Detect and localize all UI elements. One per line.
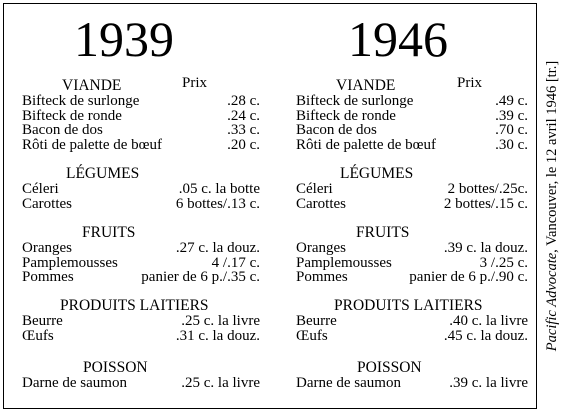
section-heading: FRUITS (82, 224, 136, 241)
section-heading: VIANDE (336, 77, 396, 94)
section-produits-laitiers (296, 298, 528, 343)
section-poisson (22, 360, 260, 391)
price-row (22, 270, 260, 285)
year-heading: 1946 (348, 11, 448, 67)
price-row (22, 241, 260, 256)
source-publication: Pacific Advocate (544, 252, 560, 352)
item-name: Pommes (296, 269, 348, 285)
price-row (296, 329, 528, 344)
item-price: 2 bottes/.25c. (447, 181, 528, 197)
item-name: Bifteck de surlonge (22, 93, 140, 109)
section-heading: POISSON (357, 359, 422, 376)
item-price: .49 c. (495, 93, 528, 109)
section-fruits (296, 225, 528, 285)
item-name: Œufs (296, 327, 328, 344)
section-heading: LÉGUMES (340, 165, 414, 182)
item-price: 2 bottes/.15 c. (443, 195, 528, 212)
section-poisson (296, 360, 528, 391)
price-row (22, 197, 260, 212)
prix-label: Prix (457, 75, 483, 91)
price-row (296, 241, 528, 256)
price-row (22, 256, 260, 271)
item-name: Oranges (22, 240, 72, 256)
item-name: Pommes (22, 269, 74, 285)
section-l-gumes (296, 166, 528, 211)
price-row (296, 256, 528, 271)
source-caption-text (544, 61, 560, 351)
section-viande (22, 78, 260, 152)
price-row (22, 329, 260, 344)
item-price: .20 c. (227, 136, 260, 153)
price-row (22, 109, 260, 124)
item-name: Bacon de dos (22, 122, 103, 138)
item-price: .39 c. (495, 107, 528, 124)
item-name: Beurre (296, 313, 337, 329)
price-row (296, 270, 528, 285)
prix-label: Prix (182, 75, 208, 91)
item-price: .27 c. la douz. (175, 240, 260, 256)
item-price: .39 c. la douz. (443, 240, 528, 256)
item-name: Œufs (22, 327, 54, 344)
price-row (296, 109, 528, 124)
item-name: Pamplemousses (22, 254, 118, 271)
section-heading: PRODUITS LAITIERS (334, 297, 483, 314)
item-price: panier de 6 p./.90 c. (409, 269, 528, 285)
price-row (296, 123, 528, 138)
item-name: Rôti de palette de bœuf (22, 136, 162, 153)
year-heading: 1939 (74, 11, 174, 67)
item-price: .40 c. la livre (449, 313, 528, 329)
price-row (22, 376, 260, 391)
price-row (296, 94, 528, 109)
item-price: .45 c. la douz. (443, 327, 528, 344)
item-name: Bifteck de surlonge (296, 93, 414, 109)
item-price: panier de 6 p./.35 c. (141, 269, 260, 285)
price-row (22, 138, 260, 153)
section-l-gumes (22, 166, 260, 211)
source-details: , Vancouver, le 12 avril 1946 [tr.] (544, 60, 560, 253)
item-price: .25 c. la livre (181, 313, 260, 329)
item-price: .30 c. (495, 136, 528, 153)
item-price: 6 bottes/.13 c. (175, 195, 260, 212)
item-name: Darne de saumon (22, 375, 127, 391)
item-name: Céleri (296, 181, 333, 197)
section-heading: LÉGUMES (66, 165, 140, 182)
item-price: .39 c. la livre (449, 375, 528, 391)
price-row (22, 314, 260, 329)
section-produits-laitiers (22, 298, 260, 343)
item-price: .24 c. (227, 107, 260, 124)
price-row (296, 138, 528, 153)
item-name: Carottes (22, 195, 72, 212)
item-name: Darne de saumon (296, 375, 401, 391)
section-heading: VIANDE (62, 77, 122, 94)
item-price: .25 c. la livre (181, 375, 260, 391)
item-name: Oranges (296, 240, 346, 256)
item-name: Beurre (22, 313, 63, 329)
price-row (296, 182, 528, 197)
item-name: Bifteck de ronde (22, 107, 122, 124)
price-row (296, 314, 528, 329)
item-price: .28 c. (227, 93, 260, 109)
section-fruits (22, 225, 260, 285)
price-row (22, 182, 260, 197)
item-name: Céleri (22, 181, 59, 197)
item-price: 4 /.17 c. (211, 254, 260, 271)
item-name: Bifteck de ronde (296, 107, 396, 124)
item-price: .33 c. (227, 122, 260, 138)
price-row (296, 197, 528, 212)
item-name: Rôti de palette de bœuf (296, 136, 436, 153)
price-row (22, 123, 260, 138)
section-viande (296, 78, 528, 152)
price-row (22, 94, 260, 109)
item-price: .70 c. (495, 122, 528, 138)
section-heading: PRODUITS LAITIERS (60, 297, 209, 314)
item-name: Carottes (296, 195, 346, 212)
item-name: Bacon de dos (296, 122, 377, 138)
section-heading: FRUITS (356, 224, 410, 241)
item-price: 3 /.25 c. (479, 254, 528, 271)
section-heading: POISSON (83, 359, 148, 376)
item-name: Pamplemousses (296, 254, 392, 271)
item-price: .05 c. la botte (178, 181, 260, 197)
price-row (296, 376, 528, 391)
item-price: .31 c. la douz. (175, 327, 260, 344)
